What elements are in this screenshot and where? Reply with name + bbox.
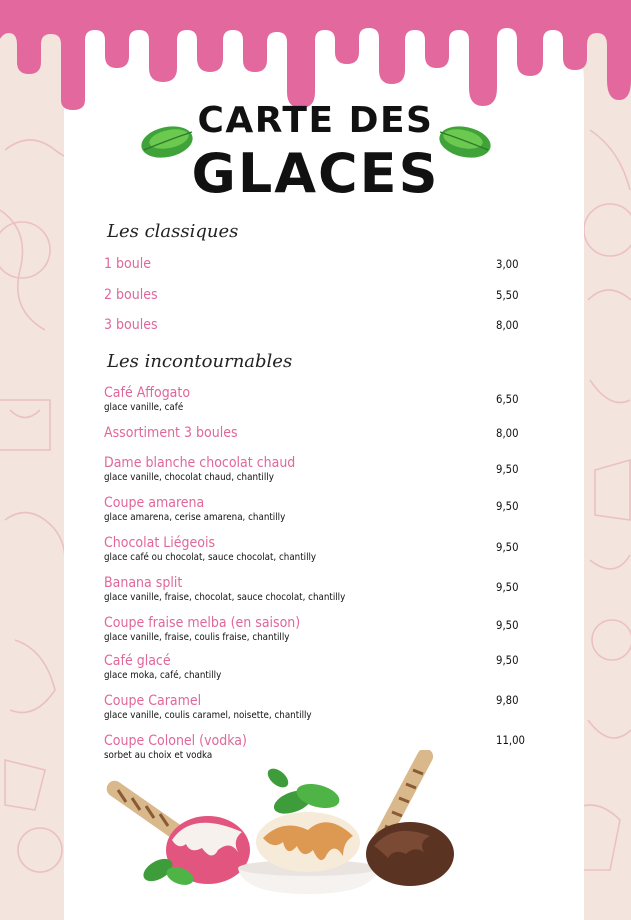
item-description: glace café ou chocolat, sauce chocolat, chantilly [104, 552, 317, 563]
ice-cream-illustration [98, 750, 478, 894]
item-description: glace vanille, fraise, chocolat, sauce chocolat, chantilly [104, 592, 346, 603]
item-name: Chocolat Liégeois [104, 535, 216, 551]
item-name: Café glacé [104, 653, 171, 669]
list-item [104, 385, 524, 414]
mint-leaf-icon [436, 118, 494, 162]
list-item [104, 653, 524, 682]
list-item [104, 256, 524, 273]
chocolate-scoop [366, 822, 454, 886]
item-name: 3 boules [104, 317, 158, 333]
menu-title-line2: GLACES [191, 142, 440, 205]
item-price: 9,80 [496, 693, 519, 707]
item-price: 3,00 [496, 257, 519, 271]
item-price: 9,50 [496, 580, 519, 594]
list-item [104, 693, 524, 722]
list-item [104, 455, 524, 484]
item-price: 5,50 [496, 288, 519, 302]
item-description: glace vanille, coulis caramel, noisette, chantilly [104, 710, 312, 721]
item-description: glace vanille, chocolat chaud, chantilly [104, 472, 274, 483]
item-price: 9,50 [496, 462, 519, 476]
list-item [104, 317, 524, 334]
list-item [104, 535, 524, 564]
item-description: glace moka, café, chantilly [104, 670, 222, 681]
item-name: Coupe amarena [104, 495, 205, 511]
item-name: Café Affogato [104, 385, 191, 401]
item-description: glace amarena, cerise amarena, chantilly [104, 512, 286, 523]
item-name: Coupe Caramel [104, 693, 202, 709]
mint-leaf-icon [138, 118, 196, 162]
list-item [104, 287, 524, 304]
item-name: Coupe Colonel (vodka) [104, 733, 247, 749]
item-price: 8,00 [496, 318, 519, 332]
item-price: 9,50 [496, 653, 519, 667]
item-price: 9,50 [496, 499, 519, 513]
list-item [104, 615, 524, 644]
item-description: sorbet au choix et vodka [104, 750, 213, 761]
pink-drip-border [0, 0, 631, 110]
item-name: Banana split [104, 575, 183, 591]
menu-title-line1: CARTE DES [197, 100, 434, 141]
list-item [104, 425, 524, 442]
list-item [104, 575, 524, 604]
section-title-incontournables: Les incontournables [107, 351, 293, 372]
item-name: 2 boules [104, 287, 158, 303]
item-price: 6,50 [496, 392, 519, 406]
vanilla-caramel-scoop [256, 812, 360, 872]
item-price: 8,00 [496, 426, 519, 440]
item-price: 11,00 [496, 733, 525, 747]
item-name: 1 boule [104, 256, 151, 272]
item-name: Coupe fraise melba (en saison) [104, 615, 301, 631]
item-name: Dame blanche chocolat chaud [104, 455, 296, 471]
list-item [104, 495, 524, 524]
item-price: 9,50 [496, 540, 519, 554]
item-description: glace vanille, café [104, 402, 184, 413]
mint-leaf-icon [264, 765, 342, 818]
item-description: glace vanille, fraise, coulis fraise, chantilly [104, 632, 290, 643]
item-price: 9,50 [496, 618, 519, 632]
item-name: Assortiment 3 boules [104, 425, 238, 441]
section-title-classiques: Les classiques [107, 221, 239, 242]
